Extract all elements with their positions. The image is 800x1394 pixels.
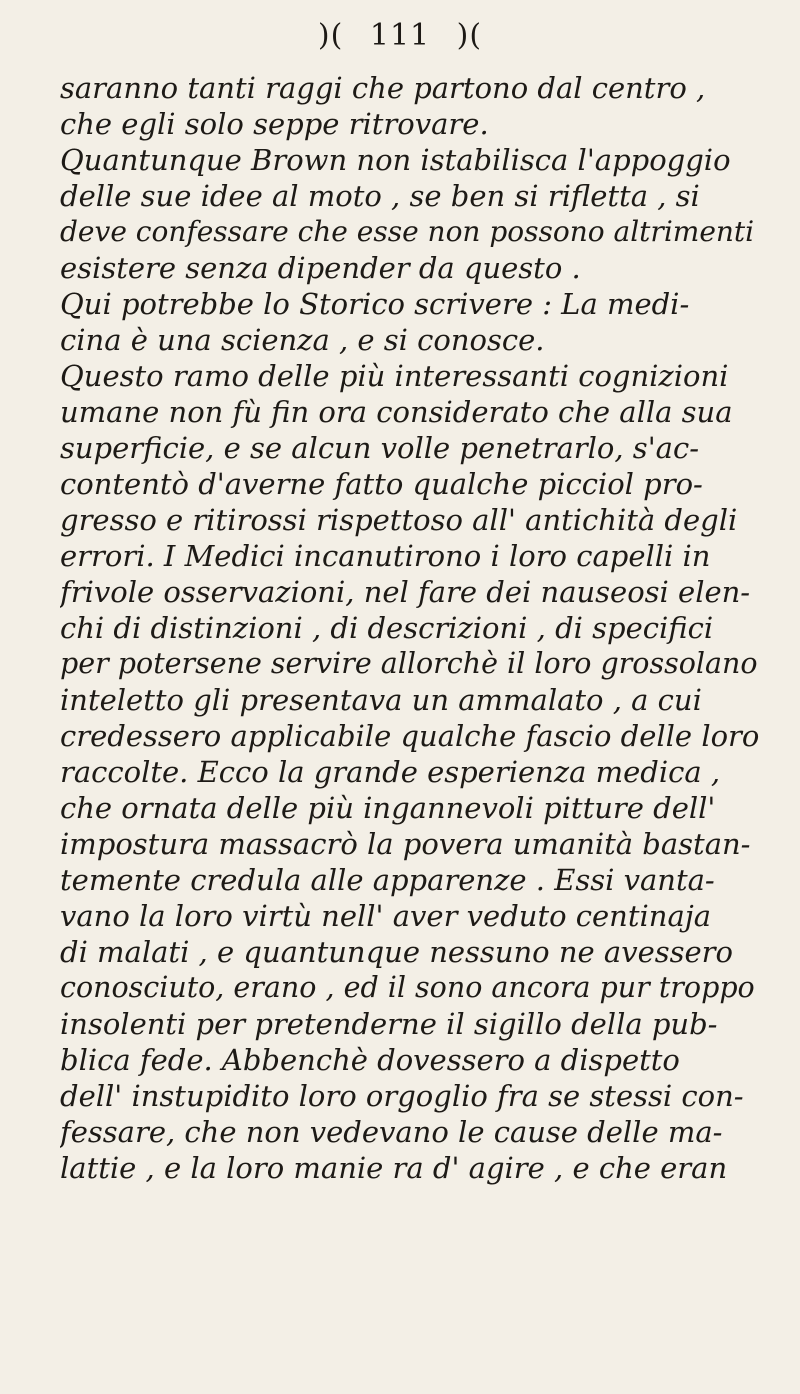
body-text xyxy=(60,70,760,1186)
text-line: cina è una scienza , e si conosce. xyxy=(60,323,545,357)
text-line: vano la loro virtù nell' aver veduto centinaja xyxy=(60,899,712,933)
header-right-mark: )( xyxy=(456,18,483,53)
text-line: di malati , e quantunque nessuno ne avessero xyxy=(60,935,733,969)
text-line: raccolte. Ecco la grande esperienza medica , xyxy=(60,755,721,789)
text-line: umane non fù fin ora considerato che alla sua xyxy=(60,395,733,429)
text-line: errori. I Medici incanutirono i loro capelli in xyxy=(60,539,711,573)
page-header xyxy=(0,18,800,53)
text-line: impostura massacrò la povera umanità bastan- xyxy=(60,827,751,861)
text-line: lattie , e la loro manie ra d' agire , e che eran xyxy=(60,1151,728,1185)
text-line: che ornata delle più ingannevoli pitture dell' xyxy=(60,791,716,825)
text-line: per potersene servire allorchè il loro grossolano xyxy=(60,647,758,680)
text-line: temente credula alle apparenze . Essi vanta- xyxy=(60,863,715,897)
text-line: delle sue idee al moto , se ben si rifletta , si xyxy=(60,179,700,213)
text-line: saranno tanti raggi che partono dal centro , xyxy=(60,71,706,105)
page-number: 111 xyxy=(369,18,431,53)
text-line: insolenti per pretenderne il sigillo della pub- xyxy=(60,1007,718,1041)
text-line: superficie, e se alcun volle penetrarlo, s'ac- xyxy=(60,431,699,465)
text-line: dell' instupidito loro orgoglio fra se stessi con- xyxy=(60,1079,744,1113)
text-line: inteletto gli presentava un ammalato , a cui xyxy=(60,683,702,717)
text-line: esistere senza dipender da questo . xyxy=(60,251,581,285)
text-line: gresso e ritirossi rispettoso all' antichità degli xyxy=(60,503,738,537)
text-line: blica fede. Abbenchè dovessero a dispetto xyxy=(60,1043,680,1077)
text-line: frivole osservazioni, nel fare dei nauseosi elen- xyxy=(60,575,751,609)
header-left-mark: )( xyxy=(317,18,344,53)
text-line: conosciuto, erano , ed il sono ancora pur troppo xyxy=(60,971,755,1004)
text-line: Questo ramo delle più interessanti cognizioni xyxy=(60,359,729,393)
text-line: Qui potrebbe lo Storico scrivere : La medi- xyxy=(60,287,690,321)
text-line: che egli solo seppe ritrovare. xyxy=(60,107,489,141)
text-line: credessero applicabile qualche fascio delle loro xyxy=(60,719,760,753)
text-line: chi di distinzioni , di descrizioni , di specifici xyxy=(60,611,714,645)
text-line: deve confessare che esse non possono altrimenti xyxy=(60,215,755,248)
text-line: fessare, che non vedevano le cause delle ma- xyxy=(60,1115,723,1149)
text-line: Quantunque Brown non istabilisca l'appoggio xyxy=(60,143,731,177)
text-line: contentò d'averne fatto qualche picciol pro- xyxy=(60,467,703,501)
